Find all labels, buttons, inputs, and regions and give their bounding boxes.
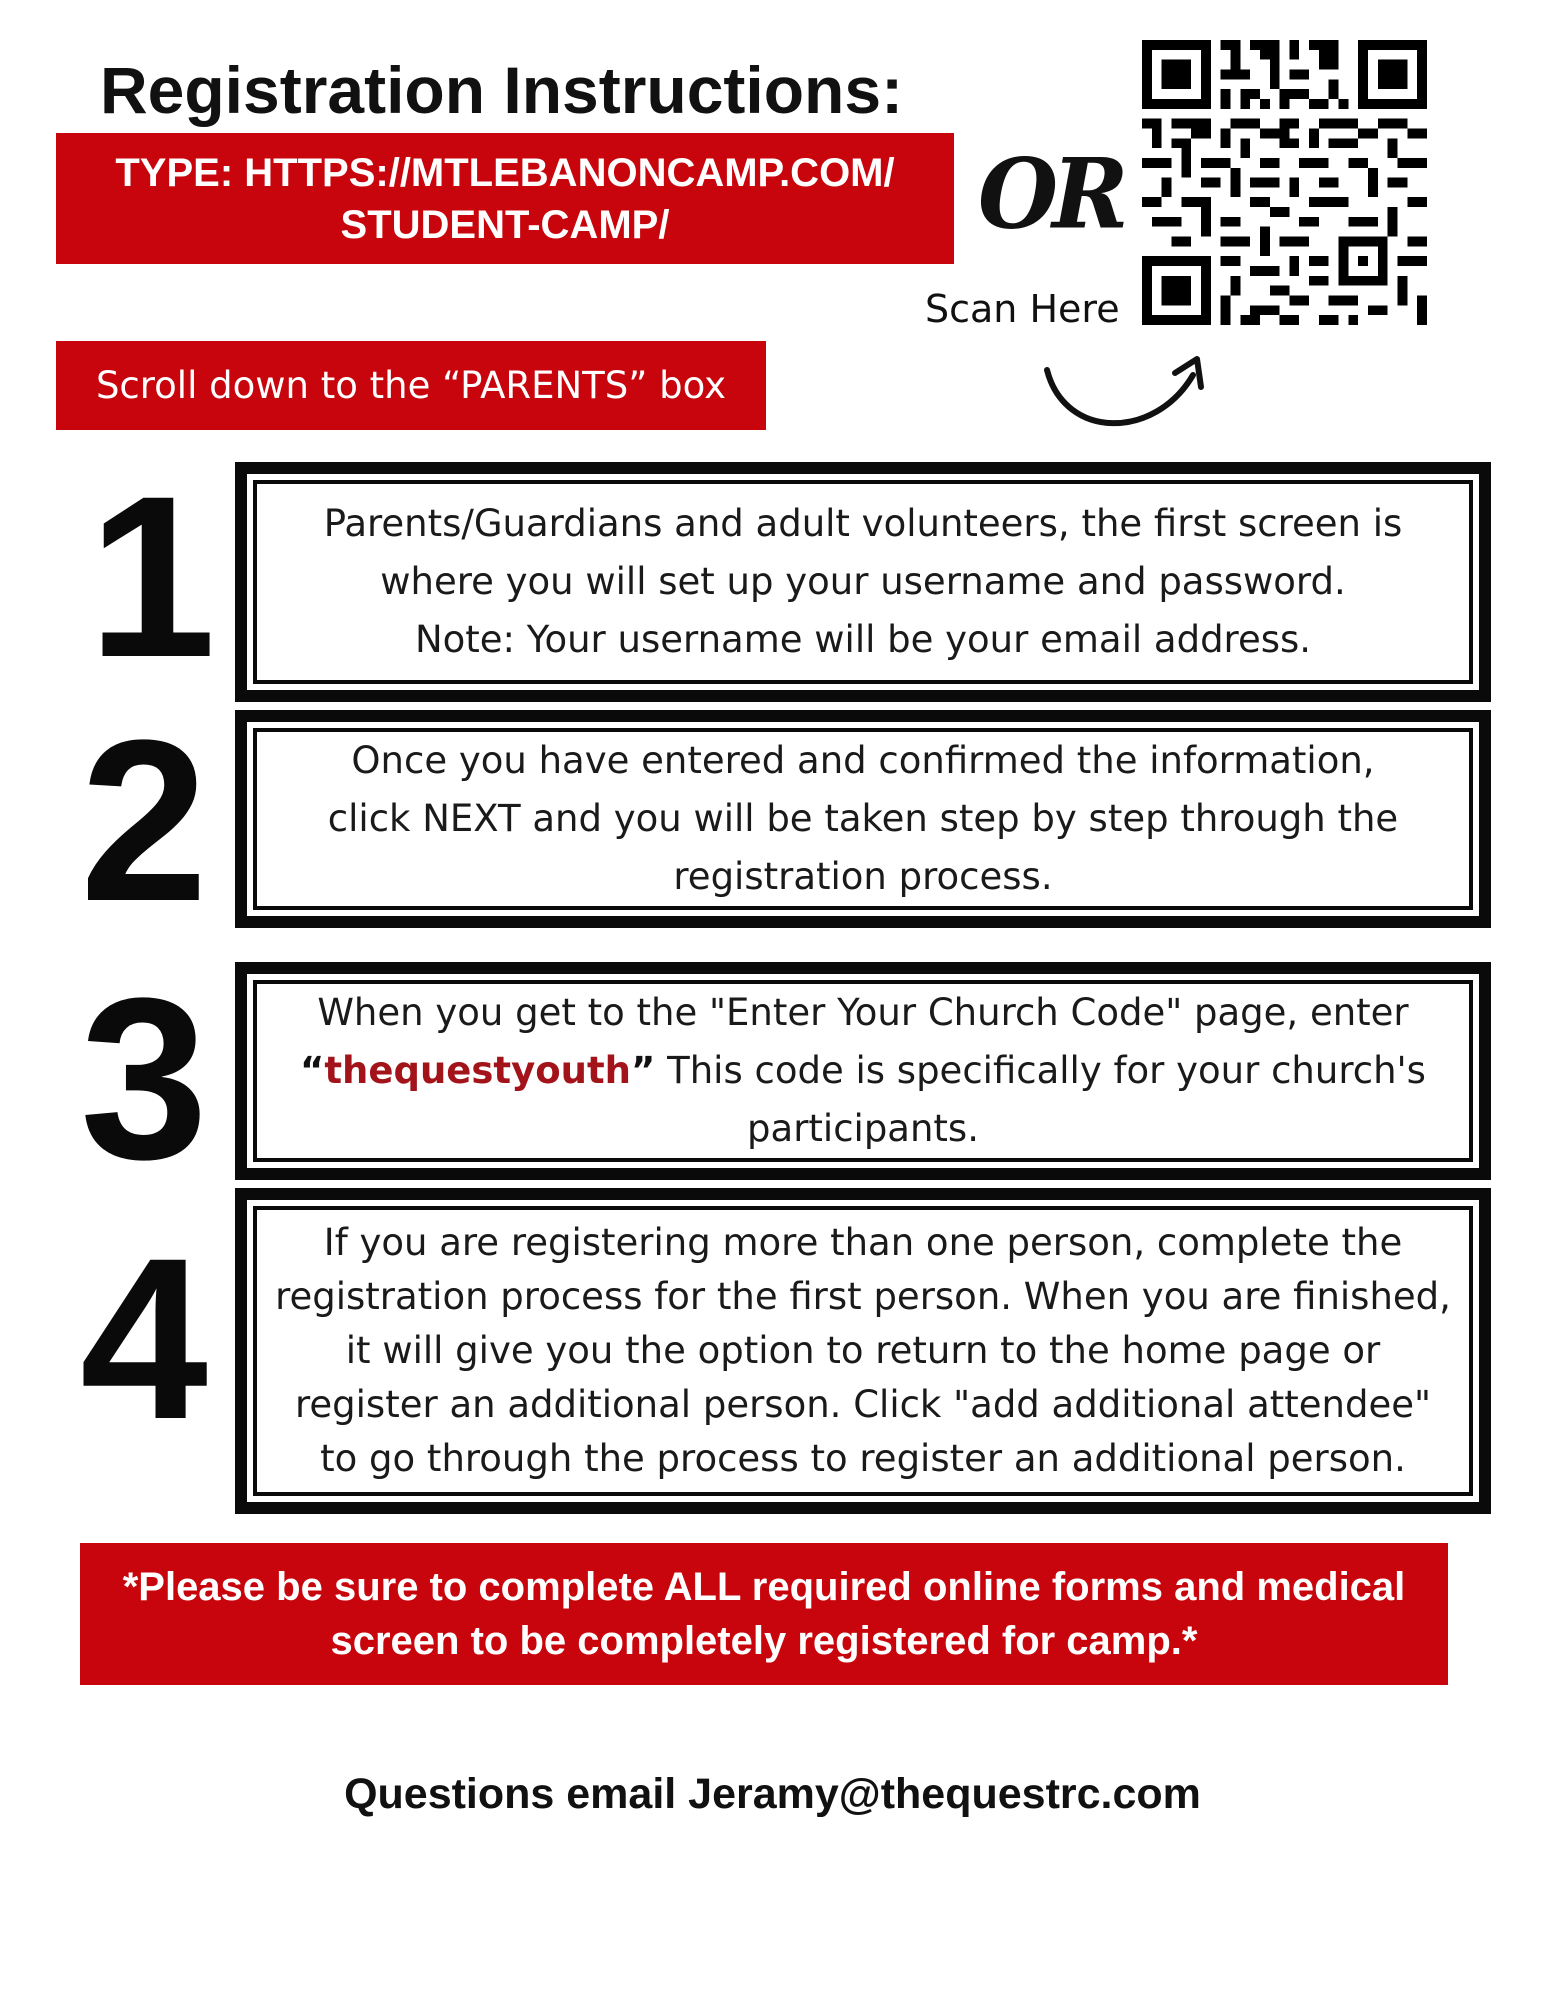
- step-4-line-2: registration process for the first person. When you are finished,: [275, 1275, 1451, 1318]
- required-forms-notice: [80, 1543, 1448, 1685]
- qr-code[interactable]: [1142, 40, 1427, 325]
- step-4-line-1: If you are registering more than one person, complete the: [323, 1221, 1403, 1264]
- step-1-line-1: Parents/Guardians and adult volunteers, the first screen is: [323, 502, 1403, 545]
- step-2-line-3: registration process.: [673, 855, 1053, 898]
- step-3-line-2-rest: This code is specifically for your church's: [655, 1049, 1426, 1092]
- scroll-instruction-banner: [56, 341, 766, 430]
- step-3-number: 3: [80, 950, 208, 1207]
- notice-line-2: screen to be completely registered for camp.*: [330, 1619, 1198, 1663]
- step-4-line-3: it will give you the option to return to the home page or: [345, 1329, 1381, 1372]
- url-line-1: TYPE: HTTPS://MTLEBANONCAMP.COM/: [115, 150, 895, 195]
- scroll-instruction-text: Scroll down to the “PARENTS” box: [95, 364, 727, 407]
- church-code: thequestyouth: [324, 1049, 632, 1092]
- step-1-box: [235, 462, 1491, 702]
- url-line-2: STUDENT-CAMP/: [340, 202, 670, 247]
- step-3-line-3: participants.: [747, 1107, 979, 1150]
- step-4-line-4: register an additional person. Click "add additional attendee": [295, 1383, 1431, 1426]
- step-3-close-quote: ”: [631, 1049, 656, 1092]
- step-4-number: 4: [80, 1210, 208, 1467]
- step-2-number: 2: [80, 692, 208, 949]
- step-2-line-1: Once you have entered and confirmed the information,: [351, 739, 1375, 782]
- url-banner: [56, 133, 954, 264]
- step-1-number: 1: [88, 448, 216, 705]
- or-label: OR: [978, 137, 1123, 251]
- step-3-box: [235, 962, 1491, 1180]
- notice-line-1: *Please be sure to complete ALL required online forms and medical: [122, 1565, 1406, 1609]
- step-2-line-2: click NEXT and you will be taken step by step through the: [327, 797, 1399, 840]
- step-1-line-3: Note: Your username will be your email address.: [414, 618, 1312, 661]
- step-3-open-quote: “: [300, 1049, 325, 1092]
- step-3-line-2: [300, 1042, 1426, 1100]
- contact-email-line[interactable]: Questions email Jeramy@thequestrc.com: [344, 1770, 1201, 1818]
- step-4-line-5: to go through the process to register an additional person.: [320, 1437, 1406, 1480]
- page-title: Registration Instructions:: [100, 53, 904, 127]
- step-1-line-2: where you will set up your username and password.: [380, 560, 1346, 603]
- scan-here-label: Scan Here: [925, 287, 1120, 331]
- step-4-box: [235, 1188, 1491, 1514]
- curved-arrow-icon: [1035, 345, 1215, 445]
- step-3-line-1: When you get to the "Enter Your Church Code" page, enter: [317, 991, 1409, 1034]
- step-2-box: [235, 710, 1491, 928]
